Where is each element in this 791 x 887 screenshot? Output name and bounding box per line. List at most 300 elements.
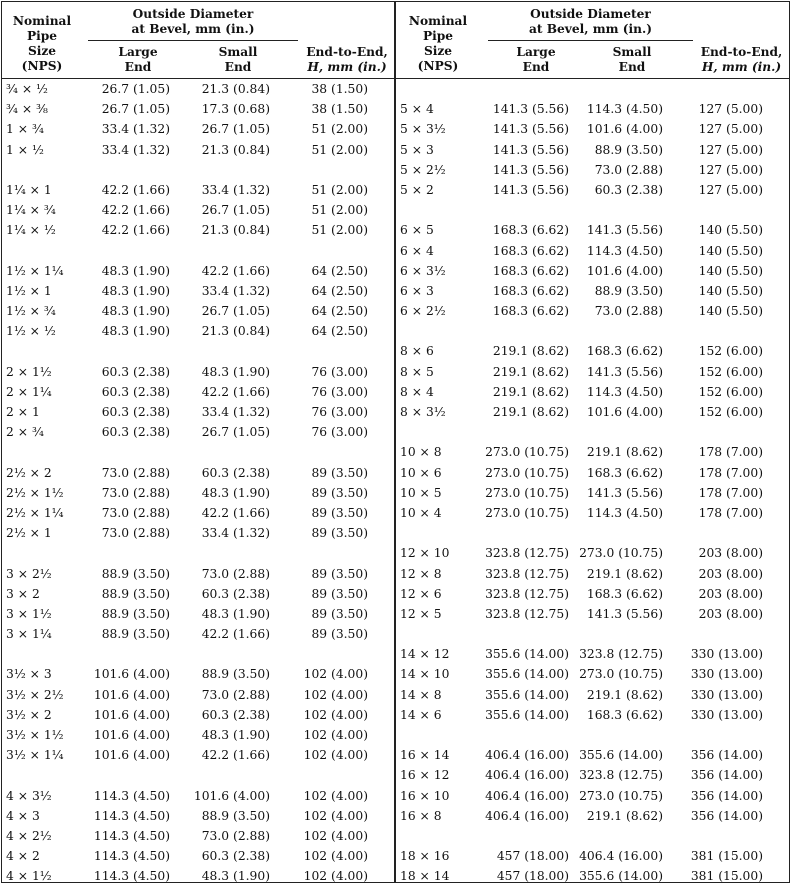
end-to-end-cell: 203 (8.00): [698, 566, 763, 581]
large-end-cell: 355.6 (14.00): [485, 707, 569, 722]
large-end-cell: 273.0 (10.75): [485, 485, 569, 500]
nps-cell: 6 × 3½: [400, 263, 446, 278]
large-end-cell: 73.0 (2.88): [101, 526, 170, 541]
small-end-cell: 273.0 (10.75): [579, 667, 663, 682]
end-to-end-cell: 140 (5.50): [698, 263, 763, 278]
end-to-end-cell: 89 (3.50): [311, 485, 368, 500]
table-row: [2, 503, 394, 523]
nps-cell: 16 × 8: [400, 808, 442, 823]
table-row: [2, 806, 394, 826]
small-end-cell: 219.1 (8.62): [586, 445, 663, 460]
table-row: [396, 503, 789, 523]
small-end-cell: 141.3 (5.56): [586, 223, 663, 238]
small-end-cell: 42.2 (1.66): [201, 505, 270, 520]
nps-cell: 18 × 14: [400, 869, 450, 884]
end-to-end-cell: 152 (6.00): [698, 384, 763, 399]
nps-cell: 18 × 16: [400, 849, 450, 864]
large-end-cell: 406.4 (16.00): [485, 768, 569, 783]
large-end-cell: 42.2 (1.66): [101, 182, 170, 197]
small-end-cell: 114.3 (4.50): [586, 384, 663, 399]
nps-cell: 14 × 10: [400, 667, 450, 682]
table-row: [2, 664, 394, 684]
large-end-cell: 219.1 (8.62): [492, 384, 569, 399]
large-end-cell: 406.4 (16.00): [485, 808, 569, 823]
small-end-cell: 21.3 (0.84): [201, 223, 270, 238]
end-to-end-cell: 51 (2.00): [311, 182, 368, 197]
spacer-row: [396, 200, 789, 220]
table-row: [2, 584, 394, 604]
large-end-cell: 60.3 (2.38): [101, 384, 170, 399]
table-row: [2, 200, 394, 220]
end-to-end-cell: 102 (4.00): [303, 667, 368, 682]
small-end-cell: 114.3 (4.50): [586, 102, 663, 117]
nps-cell: 8 × 4: [400, 384, 434, 399]
nps-cell: 3½ × 1¼: [6, 748, 64, 763]
nps-cell: 4 × 3½: [6, 788, 52, 803]
end-to-end-cell: 89 (3.50): [311, 505, 368, 520]
nps-cell: 1¼ × ½: [6, 223, 56, 238]
table-row: [396, 261, 789, 281]
small-end-cell: 88.9 (3.50): [594, 142, 663, 157]
end-to-end-cell: 89 (3.50): [311, 606, 368, 621]
left-half: [2, 2, 394, 882]
small-end-cell: 168.3 (6.62): [586, 586, 663, 601]
table-row: [396, 806, 789, 826]
end-to-end-cell: 102 (4.00): [303, 748, 368, 763]
spacer-row: [2, 543, 394, 563]
large-end-cell: 457 (18.00): [496, 869, 569, 884]
spacer-row: [2, 765, 394, 785]
table-row: [396, 604, 789, 624]
nps-cell: 8 × 5: [400, 364, 434, 379]
end-to-end-cell: 102 (4.00): [303, 869, 368, 884]
large-end-cell: 168.3 (6.62): [492, 223, 569, 238]
large-end-cell: 26.7 (1.05): [101, 82, 170, 96]
end-to-end-cell: 203 (8.00): [698, 586, 763, 601]
table-row: [396, 765, 789, 785]
end-to-end-cell: 51 (2.00): [311, 203, 368, 218]
table-row: [2, 846, 394, 866]
small-end-cell: 33.4 (1.32): [201, 182, 270, 197]
end-to-end-cell: 102 (4.00): [303, 849, 368, 864]
large-end-cell: 101.6 (4.00): [93, 687, 170, 702]
nps-cell: 2½ × 1: [6, 526, 52, 541]
nps-cell: 3½ × 1½: [6, 728, 64, 742]
nps-cell: 12 × 5: [400, 606, 442, 621]
end-to-end-cell: 127 (5.00): [698, 182, 763, 197]
table-row: [2, 261, 394, 281]
large-end-cell: 168.3 (6.62): [492, 304, 569, 319]
end-to-end-cell: 76 (3.00): [311, 425, 368, 440]
large-end-cell: 101.6 (4.00): [93, 748, 170, 763]
large-end-cell: 457 (18.00): [496, 849, 569, 864]
table-row: [396, 281, 789, 301]
large-end-cell: 141.3 (5.56): [492, 142, 569, 157]
header-nps: Nominal Pipe Size (NPS): [408, 14, 468, 73]
end-to-end-cell: 356 (14.00): [690, 768, 763, 783]
spacer-row: [396, 422, 789, 442]
table-row: [2, 119, 394, 139]
table-row: [396, 402, 789, 422]
nps-cell: 10 × 6: [400, 465, 442, 480]
small-end-cell: 42.2 (1.66): [201, 384, 270, 399]
nps-cell: 16 × 14: [400, 748, 450, 763]
nps-cell: 4 × 1½: [6, 869, 52, 884]
table-row: [396, 584, 789, 604]
nps-cell: 6 × 4: [400, 243, 434, 258]
header-large-end: Large End: [516, 45, 556, 74]
small-end-cell: 73.0 (2.88): [201, 828, 270, 843]
nps-cell: 3 × 2: [6, 586, 40, 601]
table-row: [2, 523, 394, 543]
right-half: [396, 2, 789, 882]
spacer-row: [2, 442, 394, 462]
nps-cell: 2½ × 1½: [6, 485, 64, 500]
end-to-end-cell: 38 (1.50): [311, 82, 368, 96]
large-end-cell: 273.0 (10.75): [485, 465, 569, 480]
small-end-cell: 21.3 (0.84): [201, 142, 270, 157]
table-row: [396, 664, 789, 684]
small-end-cell: 42.2 (1.66): [201, 748, 270, 763]
header-end-to-end: End-to-End, H, mm (in.): [700, 45, 783, 74]
end-to-end-cell: 64 (2.50): [311, 263, 368, 278]
header-small-end: Small End: [218, 45, 258, 74]
nps-cell: 1 × ¾: [6, 122, 44, 137]
small-end-cell: 101.6 (4.00): [586, 263, 663, 278]
nps-cell: 2 × 1¼: [6, 384, 52, 399]
end-to-end-cell: 356 (14.00): [690, 808, 763, 823]
table-row: [396, 543, 789, 563]
small-end-cell: 141.3 (5.56): [586, 606, 663, 621]
small-end-cell: 26.7 (1.05): [201, 304, 270, 319]
left-rows: [2, 79, 394, 887]
small-end-cell: 26.7 (1.05): [201, 122, 270, 137]
large-end-cell: 273.0 (10.75): [485, 505, 569, 520]
small-end-cell: 168.3 (6.62): [586, 344, 663, 359]
table-row: [2, 604, 394, 624]
small-end-cell: 323.8 (12.75): [579, 768, 663, 783]
nps-cell: 3 × 2½: [6, 566, 52, 581]
small-end-cell: 33.4 (1.32): [201, 526, 270, 541]
spacer-row: [396, 79, 789, 99]
small-end-cell: 73.0 (2.88): [201, 566, 270, 581]
nps-cell: 12 × 10: [400, 546, 450, 561]
table-row: [2, 745, 394, 765]
large-end-cell: 88.9 (3.50): [101, 606, 170, 621]
small-end-cell: 73.0 (2.88): [594, 304, 663, 319]
end-to-end-cell: 381 (15.00): [690, 849, 763, 864]
end-to-end-cell: 102 (4.00): [303, 687, 368, 702]
small-end-cell: 60.3 (2.38): [201, 465, 270, 480]
large-end-cell: 88.9 (3.50): [101, 566, 170, 581]
large-end-cell: 355.6 (14.00): [485, 647, 569, 662]
header-small-end: Small End: [612, 45, 652, 74]
table-row: [396, 564, 789, 584]
right-header: [396, 2, 789, 79]
end-to-end-cell: 76 (3.00): [311, 405, 368, 419]
end-to-end-cell: 64 (2.50): [311, 283, 368, 298]
end-to-end-cell: 76 (3.00): [311, 364, 368, 379]
table-row: [396, 140, 789, 160]
end-to-end-cell: 140 (5.50): [698, 243, 763, 258]
end-to-end-cell: 152 (6.00): [698, 405, 763, 419]
large-end-cell: 323.8 (12.75): [485, 566, 569, 581]
small-end-cell: 219.1 (8.62): [586, 687, 663, 702]
nps-cell: 3 × 1¼: [6, 627, 52, 642]
nps-cell: 1½ × ½: [6, 324, 56, 339]
end-to-end-cell: 178 (7.00): [698, 465, 763, 480]
table-row: [396, 483, 789, 503]
small-end-cell: 48.3 (1.90): [201, 869, 270, 884]
end-to-end-cell: 38 (1.50): [311, 102, 368, 117]
nps-cell: 4 × 2: [6, 849, 40, 864]
nps-cell: 6 × 5: [400, 223, 434, 238]
large-end-cell: 88.9 (3.50): [101, 586, 170, 601]
table-row: [2, 301, 394, 321]
spacer-row: [396, 624, 789, 644]
small-end-cell: 21.3 (0.84): [201, 324, 270, 339]
end-to-end-cell: 89 (3.50): [311, 465, 368, 480]
table-row: [396, 180, 789, 200]
end-to-end-cell: 102 (4.00): [303, 788, 368, 803]
small-end-cell: 141.3 (5.56): [586, 485, 663, 500]
large-end-cell: 273.0 (10.75): [485, 445, 569, 460]
large-end-cell: 48.3 (1.90): [101, 283, 170, 298]
small-end-cell: 33.4 (1.32): [201, 405, 270, 419]
nps-cell: 2½ × 1¼: [6, 505, 64, 520]
large-end-cell: 219.1 (8.62): [492, 364, 569, 379]
table-row: [2, 564, 394, 584]
large-end-cell: 48.3 (1.90): [101, 324, 170, 339]
small-end-cell: 168.3 (6.62): [586, 707, 663, 722]
end-to-end-cell: 51 (2.00): [311, 122, 368, 137]
table-row: [2, 321, 394, 341]
end-to-end-cell: 64 (2.50): [311, 324, 368, 339]
header-outside-diameter: Outside Diameter at Bevel, mm (in.): [131, 7, 255, 36]
nps-cell: 8 × 3½: [400, 405, 446, 419]
small-end-cell: 273.0 (10.75): [579, 546, 663, 561]
end-to-end-cell: 178 (7.00): [698, 505, 763, 520]
end-to-end-cell: 203 (8.00): [698, 546, 763, 561]
large-end-cell: 73.0 (2.88): [101, 465, 170, 480]
nps-cell: 1 × ½: [6, 142, 44, 157]
large-end-cell: 114.3 (4.50): [93, 869, 170, 884]
end-to-end-cell: 102 (4.00): [303, 728, 368, 742]
small-end-cell: 60.3 (2.38): [201, 849, 270, 864]
large-end-cell: 48.3 (1.90): [101, 304, 170, 319]
left-header: [2, 2, 394, 79]
end-to-end-cell: 51 (2.00): [311, 223, 368, 238]
small-end-cell: 168.3 (6.62): [586, 465, 663, 480]
spacer-row: [396, 826, 789, 846]
nps-cell: 2 × 1: [6, 405, 40, 419]
end-to-end-cell: 330 (13.00): [690, 647, 763, 662]
header-nps: Nominal Pipe Size (NPS): [12, 14, 72, 73]
small-end-cell: 48.3 (1.90): [201, 485, 270, 500]
table-row: [396, 442, 789, 462]
end-to-end-cell: 140 (5.50): [698, 283, 763, 298]
large-end-cell: 168.3 (6.62): [492, 283, 569, 298]
end-to-end-cell: 89 (3.50): [311, 586, 368, 601]
end-to-end-cell: 127 (5.00): [698, 142, 763, 157]
reducer-dimensions-table: [1, 1, 790, 883]
end-to-end-cell: 140 (5.50): [698, 304, 763, 319]
large-end-cell: 141.3 (5.56): [492, 102, 569, 117]
nps-cell: 3 × 1½: [6, 606, 52, 621]
small-end-cell: 88.9 (3.50): [201, 667, 270, 682]
large-end-cell: 101.6 (4.00): [93, 667, 170, 682]
small-end-cell: 114.3 (4.50): [586, 505, 663, 520]
large-end-cell: 323.8 (12.75): [485, 586, 569, 601]
large-end-cell: 323.8 (12.75): [485, 546, 569, 561]
large-end-cell: 42.2 (1.66): [101, 203, 170, 218]
end-to-end-cell: 127 (5.00): [698, 102, 763, 117]
spacer-row: [396, 523, 789, 543]
table-row: [396, 382, 789, 402]
end-to-end-cell: 64 (2.50): [311, 304, 368, 319]
nps-cell: 12 × 8: [400, 566, 442, 581]
end-to-end-cell: 152 (6.00): [698, 364, 763, 379]
small-end-cell: 60.3 (2.38): [201, 707, 270, 722]
end-to-end-cell: 102 (4.00): [303, 828, 368, 843]
large-end-cell: 114.3 (4.50): [93, 788, 170, 803]
small-end-cell: 355.6 (14.00): [579, 748, 663, 763]
small-end-cell: 26.7 (1.05): [201, 203, 270, 218]
table-row: [2, 866, 394, 886]
small-end-cell: 21.3 (0.84): [201, 82, 270, 96]
nps-cell: 2 × ¾: [6, 425, 44, 440]
table-row: [396, 220, 789, 240]
nps-cell: 1¼ × ¾: [6, 203, 56, 218]
table-row: [2, 362, 394, 382]
table-row: [2, 140, 394, 160]
end-to-end-cell: 102 (4.00): [303, 808, 368, 823]
end-to-end-cell: 203 (8.00): [698, 606, 763, 621]
table-row: [396, 685, 789, 705]
end-to-end-cell: 140 (5.50): [698, 223, 763, 238]
large-end-cell: 406.4 (16.00): [485, 748, 569, 763]
large-end-cell: 88.9 (3.50): [101, 627, 170, 642]
end-to-end-cell: 76 (3.00): [311, 384, 368, 399]
end-to-end-cell: 330 (13.00): [690, 667, 763, 682]
large-end-cell: 219.1 (8.62): [492, 344, 569, 359]
nps-cell: 14 × 12: [400, 647, 450, 662]
large-end-cell: 323.8 (12.75): [485, 606, 569, 621]
small-end-cell: 73.0 (2.88): [594, 162, 663, 177]
large-end-cell: 355.6 (14.00): [485, 687, 569, 702]
table-row: [2, 624, 394, 644]
large-end-cell: 101.6 (4.00): [93, 728, 170, 742]
end-to-end-cell: 89 (3.50): [311, 627, 368, 642]
table-row: [396, 786, 789, 806]
end-to-end-cell: 89 (3.50): [311, 526, 368, 541]
header-end-to-end: End-to-End, H, mm (in.): [306, 45, 388, 74]
nps-cell: 3½ × 2: [6, 707, 52, 722]
large-end-cell: 406.4 (16.00): [485, 788, 569, 803]
spacer-row: [2, 644, 394, 664]
small-end-cell: 219.1 (8.62): [586, 808, 663, 823]
table-row: [2, 422, 394, 442]
large-end-cell: 42.2 (1.66): [101, 223, 170, 238]
small-end-cell: 73.0 (2.88): [201, 687, 270, 702]
nps-cell: 5 × 2: [400, 182, 434, 197]
large-end-cell: 60.3 (2.38): [101, 405, 170, 419]
end-to-end-cell: 51 (2.00): [311, 142, 368, 157]
spacer-row: [396, 321, 789, 341]
small-end-cell: 101.6 (4.00): [193, 788, 270, 803]
small-end-cell: 406.4 (16.00): [579, 849, 663, 864]
large-end-cell: 101.6 (4.00): [93, 707, 170, 722]
large-end-cell: 73.0 (2.88): [101, 485, 170, 500]
small-end-cell: 33.4 (1.32): [201, 283, 270, 298]
table-row: [396, 705, 789, 725]
small-end-cell: 17.3 (0.68): [201, 102, 270, 117]
large-end-cell: 26.7 (1.05): [101, 102, 170, 117]
large-end-cell: 33.4 (1.32): [101, 122, 170, 137]
small-end-cell: 60.3 (2.38): [594, 182, 663, 197]
table-row: [396, 119, 789, 139]
small-end-cell: 48.3 (1.90): [201, 364, 270, 379]
large-end-cell: 73.0 (2.88): [101, 505, 170, 520]
large-end-cell: 141.3 (5.56): [492, 122, 569, 137]
nps-cell: 16 × 10: [400, 788, 450, 803]
small-end-cell: 219.1 (8.62): [586, 566, 663, 581]
small-end-cell: 60.3 (2.38): [201, 586, 270, 601]
large-end-cell: 114.3 (4.50): [93, 828, 170, 843]
header-large-end: Large End: [118, 45, 158, 74]
large-end-cell: 355.6 (14.00): [485, 667, 569, 682]
table-row: [396, 745, 789, 765]
end-to-end-cell: 89 (3.50): [311, 566, 368, 581]
end-to-end-cell: 381 (15.00): [690, 869, 763, 884]
table-row: [2, 705, 394, 725]
small-end-cell: 273.0 (10.75): [579, 788, 663, 803]
large-end-cell: 60.3 (2.38): [101, 364, 170, 379]
nps-cell: 2 × 1½: [6, 364, 52, 379]
large-end-cell: 141.3 (5.56): [492, 162, 569, 177]
end-to-end-cell: 178 (7.00): [698, 485, 763, 500]
small-end-cell: 42.2 (1.66): [201, 627, 270, 642]
table-row: [2, 99, 394, 119]
nps-cell: 4 × 2½: [6, 828, 52, 843]
end-to-end-cell: 330 (13.00): [690, 687, 763, 702]
small-end-cell: 88.9 (3.50): [201, 808, 270, 823]
small-end-cell: 48.3 (1.90): [201, 728, 270, 742]
nps-cell: 4 × 3: [6, 808, 40, 823]
table-row: [396, 463, 789, 483]
nps-cell: 8 × 6: [400, 344, 434, 359]
small-end-cell: 355.6 (14.00): [579, 869, 663, 884]
nps-cell: 3½ × 3: [6, 667, 52, 682]
table-row: [2, 725, 394, 745]
small-end-cell: 88.9 (3.50): [594, 283, 663, 298]
table-row: [396, 160, 789, 180]
nps-cell: 1½ × 1¼: [6, 263, 64, 278]
end-to-end-cell: 178 (7.00): [698, 445, 763, 460]
end-to-end-cell: 330 (13.00): [690, 707, 763, 722]
nps-cell: 5 × 3: [400, 142, 434, 157]
large-end-cell: 33.4 (1.32): [101, 142, 170, 157]
small-end-cell: 114.3 (4.50): [586, 243, 663, 258]
nps-cell: ¾ × ⅜: [6, 102, 48, 117]
large-end-cell: 114.3 (4.50): [93, 808, 170, 823]
nps-cell: 1½ × ¾: [6, 304, 56, 319]
large-end-cell: 114.3 (4.50): [93, 849, 170, 864]
table-row: [2, 786, 394, 806]
header-outside-diameter: Outside Diameter at Bevel, mm (in.): [528, 7, 653, 36]
table-row: [2, 402, 394, 422]
large-end-cell: 48.3 (1.90): [101, 263, 170, 278]
